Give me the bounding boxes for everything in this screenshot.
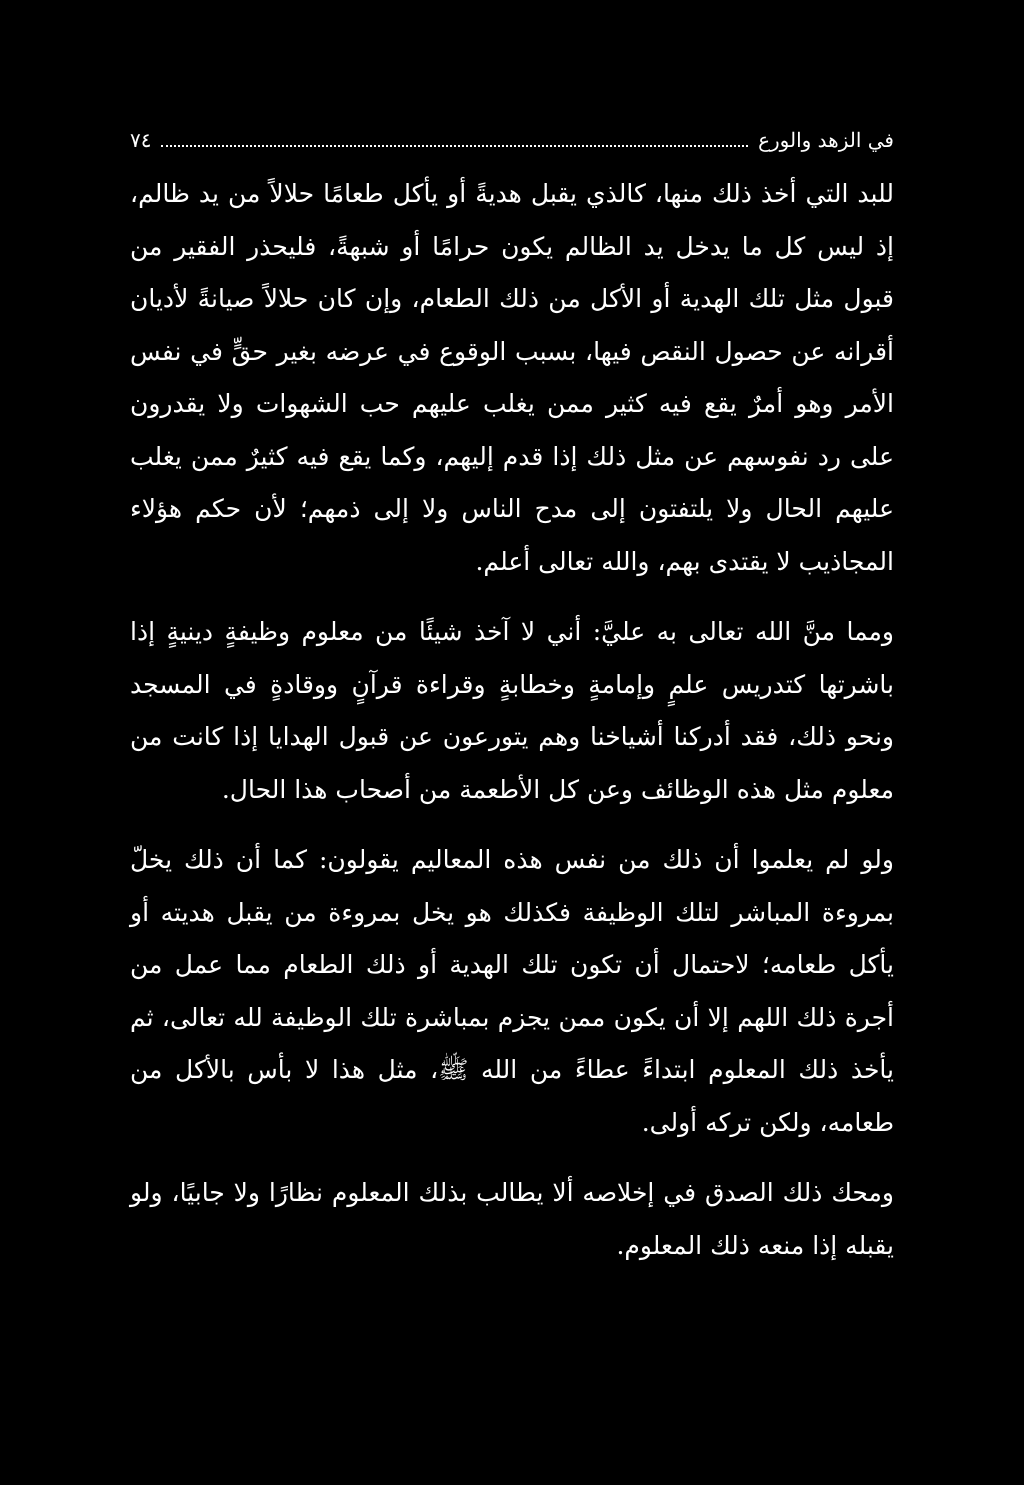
page-number: ٧٤ (130, 128, 152, 152)
paragraph: ومما منَّ الله تعالى به عليَّ: أني لا آخذ شيئًا من معلوم وظيفةٍ دينيةٍ إذا باشرتها كتدريس علمٍ وإمامةٍ وخطابةٍ وقراءة قرآنٍ ووقادةٍ في المسجد ونحو ذلك، فقد أدركنا أشياخنا وهم يتورعون عن قبول الهدايا إذا كانت من معلوم مثل هذه الوظائف وعن كل الأطعمة من أصحاب هذا الحال. (130, 617, 894, 804)
paragraph: ومحك ذلك الصدق في إخلاصه ألا يطالب بذلك المعلوم نظارًا ولا جابيًا، ولو يقبله إذا منعه ذلك المعلوم. (130, 1178, 894, 1260)
book-page (130, 120, 894, 1460)
running-header (130, 120, 894, 160)
dotted-leader (161, 133, 748, 147)
paragraph: للبد التي أخذ ذلك منها، كالذي يقبل هديةً أو يأكل طعامًا حلالاً من يد ظالم، إذ ليس كل ما يدخل يد الظالم يكون حرامًا أو شبهةً، فليحذر الفقير من قبول مثل تلك الهدية أو الأكل من ذلك الطعام، وإن كان حلالاً صيانةً لأديان أقرانه عن حصول النقص فيها، بسبب الوقوع في عرضه بغير حقٍّ في نفس الأمر وهو أمرٌ يقع فيه كثير ممن يغلب عليهم حب الشهوات ولا يقدرون على رد نفوسهم عن مثل ذلك إذا قدم إليهم، وكما يقع فيه كثيرٌ ممن يغلب عليهم الحال ولا يلتفتون إلى مدح الناس ولا إلى ذمهم؛ لأن حكم هؤلاء المجاذيب لا يقتدى بهم، والله تعالى أعلم. (130, 179, 894, 576)
book-title: في الزهد والورع (758, 128, 894, 152)
paragraph: ولو لم يعلموا أن ذلك من نفس هذه المعاليم يقولون: كما أن ذلك يخلّ بمروءة المباشر لتلك الوظيفة فكذلك هو يخل بمروءة من يقبل هديته أو يأكل طعامه؛ لاحتمال أن تكون تلك الهدية أو ذلك الطعام مما عمل من أجرة ذلك اللهم إلا أن يكون ممن يجزم بمباشرة تلك الوظيفة لله تعالى، ثم يأخذ ذلك المعلوم ابتداءً عطاءً من الله ﷺ، مثل هذا لا بأس بالأكل من طعامه، ولكن تركه أولى. (130, 845, 894, 1137)
body-text (130, 168, 894, 1272)
